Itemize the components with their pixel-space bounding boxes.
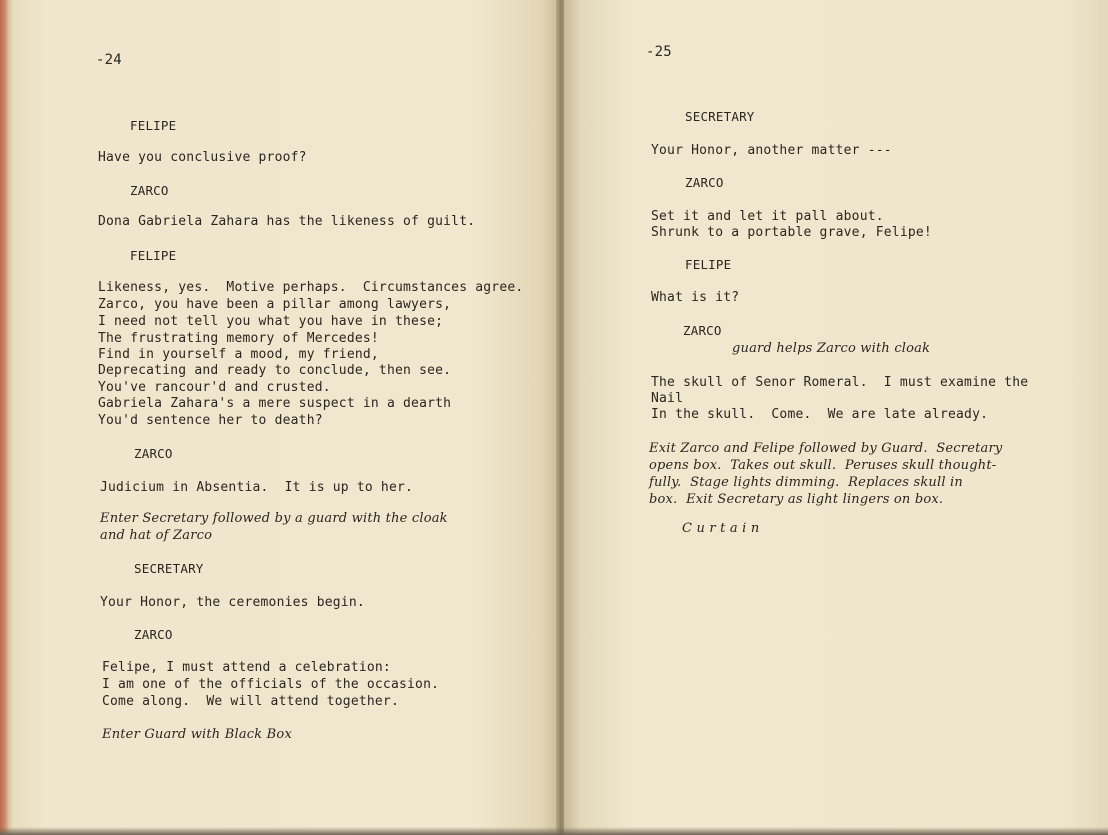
dialog-line: Set it and let it pall about. [651, 209, 884, 224]
left-page [12, 0, 558, 835]
dialog-line: What is it? [651, 290, 740, 305]
speaker-name: ZARCO [134, 627, 173, 642]
dialog-line: Dona Gabriela Zahara has the likeness of guilt. [98, 214, 476, 229]
dialog-line: I need not tell you what you have in these; [98, 314, 444, 329]
dialog-line: The skull of Senor Romeral. I must examine the [651, 375, 1029, 390]
book-bottom-edge [0, 827, 1108, 835]
dialog-line: Nail [651, 391, 684, 406]
stage-direction: and hat of Zarco [100, 528, 213, 543]
dialog-line: Shrunk to a portable grave, Felipe! [651, 225, 932, 240]
dialog-line: In the skull. Come. We are late already. [651, 407, 989, 422]
dialog-line: You've rancour'd and crusted. [98, 380, 331, 395]
page-number: -24 [96, 52, 122, 68]
stage-direction: fully. Stage lights dimming. Replaces skull in [649, 475, 963, 490]
curtain-cue: C u r t a i n [682, 521, 760, 536]
speaker-name: SECRETARY [685, 109, 755, 124]
speaker-name: ZARCO [685, 175, 724, 190]
speaker-name: ZARCO [683, 323, 722, 338]
speaker-name: SECRETARY [134, 561, 204, 576]
speaker-name: FELIPE [130, 248, 177, 263]
speaker-name: ZARCO [130, 183, 169, 198]
stage-direction: Enter Secretary followed by a guard with the cloak [100, 511, 448, 526]
stage-direction: guard helps Zarco with cloak [732, 341, 931, 356]
dialog-line: Deprecating and ready to conclude, then see. [98, 363, 452, 378]
dialog-line: Judicium in Absentia. It is up to her. [100, 480, 414, 495]
dialog-line: Find in yourself a mood, my friend, [98, 347, 379, 362]
speaker-name: FELIPE [130, 118, 177, 133]
stage-direction: Enter Guard with Black Box [102, 727, 292, 742]
dialog-line: Gabriela Zahara's a mere suspect in a dearth [98, 396, 452, 411]
speaker-name: ZARCO [134, 446, 173, 461]
stage-direction: box. Exit Secretary as light lingers on box. [649, 492, 944, 507]
dialog-line: I am one of the officials of the occasion. [102, 677, 440, 692]
stage-direction: Exit Zarco and Felipe followed by Guard. Secretary [649, 441, 1003, 456]
speaker-name: FELIPE [685, 257, 732, 272]
dialog-line: Likeness, yes. Motive perhaps. Circumstances agree. [98, 280, 524, 295]
right-page [564, 0, 1108, 835]
dialog-line: Have you conclusive proof? [98, 150, 307, 165]
dialog-line: Zarco, you have been a pillar among lawyers, [98, 297, 452, 312]
stage-direction: opens box. Takes out skull. Peruses skull thought- [649, 458, 997, 473]
dialog-line: Your Honor, the ceremonies begin. [100, 595, 365, 610]
dialog-line: Come along. We will attend together. [102, 694, 399, 709]
dialog-line: Your Honor, another matter --- [651, 143, 892, 158]
page-number: -25 [646, 44, 672, 60]
dialog-line: The frustrating memory of Mercedes! [98, 331, 379, 346]
dialog-line: Felipe, I must attend a celebration: [102, 660, 391, 675]
dialog-line: You'd sentence her to death? [98, 413, 323, 428]
